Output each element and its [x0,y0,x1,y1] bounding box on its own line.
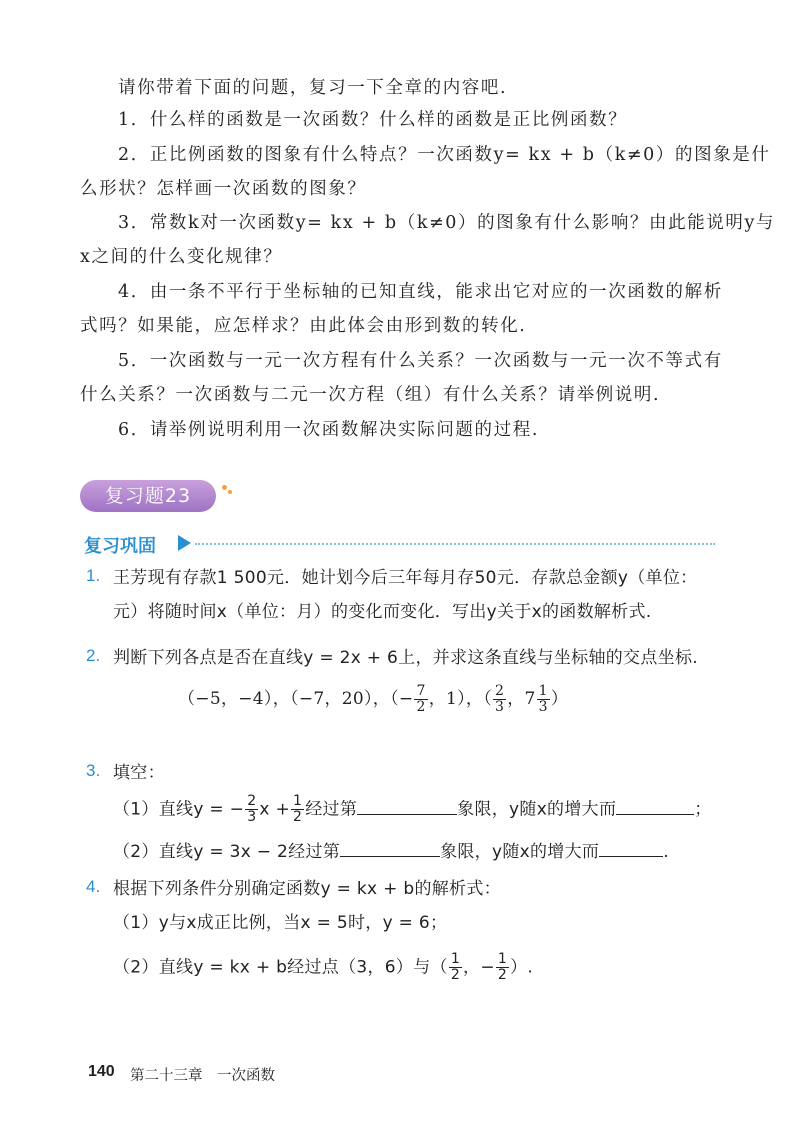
question-3-line-2: x之间的什么变化规律？ [80,247,283,267]
badge-dot-decoration [222,485,227,490]
part-2-prefix: （2）直线y = 3x − 2经过第 [113,842,341,862]
question-2-line-2: 么形状？怎样画一次函数的图象？ [80,179,367,199]
exercise-4-number: 4. [86,877,101,896]
exercise-2-number: 2. [86,646,101,665]
exercise-3-number: 3. [86,761,101,780]
numerator: 1 [538,683,548,699]
intro-lead: 请你带着下面的问题，复习一下全章的内容吧. [118,78,508,98]
question-1: 1．什么样的函数是一次函数？什么样的函数是正比例函数？ [118,110,628,130]
numerator: 2 [495,683,505,699]
exercise-3-text: 填空： [113,763,165,783]
question-3-line-1: 3．常数k对一次函数y= kx + b（k≠0）的图象有什么影响？由此能说明y与 [118,213,776,233]
fraction-1-2 [291,794,304,825]
exercise-1-number: 1. [86,566,101,585]
exercise-2-points [178,684,568,715]
part-2-end: . [663,842,669,862]
part-1-prefix: （1）直线y = − [113,799,245,820]
numerator: 1 [450,951,461,967]
fraction-2-3 [493,684,506,715]
badge-dot-decoration-2 [228,490,232,494]
exercise-4-part-2 [113,952,533,983]
fraction-1-2 [449,952,462,983]
exercise-1-line-2: 元）将随时间x（单位：月）的变化而变化．写出y关于x的函数解析式. [113,602,652,622]
numerator: 2 [247,793,257,809]
answer-blank-trend-1[interactable] [616,798,694,815]
points-part-4: ） [550,689,569,709]
review-badge: 复习题23 [80,480,216,512]
denominator: 2 [450,967,461,983]
question-5-line-1: 5．一次函数与一元一次方程有什么关系？一次函数与一元一次不等式有 [118,351,723,371]
part-1-trend: 象限，y随x的增大而 [457,799,617,820]
question-6: 6．请举例说明利用一次函数解决实际问题的过程. [118,420,539,440]
exercise-1-line-1: 王芳现有存款1 500元．她计划今后三年每月存50元．存款总金额y（单位： [113,568,698,588]
numerator: 1 [497,951,508,967]
part-1-x-plus: x + [259,799,291,820]
question-4-line-2: 式吗？如果能，应怎样求？由此体会由形到数的转化. [80,316,527,336]
numerator: 1 [293,793,303,809]
section-title: 复习巩固 [84,536,156,557]
chapter-title: 第二十三章 一次函数 [130,1068,275,1084]
denominator: 2 [293,809,303,825]
fraction-2-3 [245,794,258,825]
answer-blank-trend-2[interactable] [599,840,663,857]
page-number: 140 [88,1063,115,1080]
points-part-2: ，1），（ [428,689,493,709]
play-triangle-icon [178,535,191,551]
denominator: 2 [497,967,508,983]
answer-blank-quadrant-2[interactable] [340,840,440,857]
exercise-3-part-2 [113,840,669,864]
part-1-passes: 经过第 [305,799,358,820]
part-2-prefix: （2）直线y = kx + b经过点（3，6）与（ [113,957,448,978]
points-part-3: ，7 [507,689,536,709]
fraction-1-3 [537,684,550,715]
question-4-line-1: 4．由一条不平行于坐标轴的已知直线，能求出它对应的一次函数的解析 [118,282,723,302]
fraction-1-2 [496,952,509,983]
exercise-3-part-1 [113,794,712,825]
numerator: 7 [416,683,426,699]
points-part-1: （−5，−4），（−7，20），（− [178,689,414,709]
answer-blank-quadrant-1[interactable] [357,798,457,815]
part-2-trend: 象限，y随x的增大而 [440,842,600,862]
denominator: 3 [538,699,548,715]
exercise-2-text: 判断下列各点是否在直线y = 2x + 6上，并求这条直线与坐标轴的交点坐标. [113,648,698,668]
section-divider [195,543,715,545]
denominator: 3 [495,699,505,715]
denominator: 3 [247,809,257,825]
part-2-end: ）. [510,957,534,978]
question-5-line-2: 什么关系？一次函数与二元一次方程（组）有什么关系？请举例说明. [80,385,661,405]
part-1-end: ； [694,799,712,820]
exercise-4-text: 根据下列条件分别确定函数y = kx + b的解析式： [113,879,501,899]
part-2-comma: ，− [463,957,495,978]
exercise-4-part-1: （1）y与x成正比例，当x = 5时，y = 6； [113,913,448,933]
denominator: 2 [416,699,426,715]
question-2-line-1: 2．正比例函数的图象有什么特点？一次函数y= kx + b（k≠0）的图象是什 [118,145,771,165]
fraction-7-2 [414,684,427,715]
